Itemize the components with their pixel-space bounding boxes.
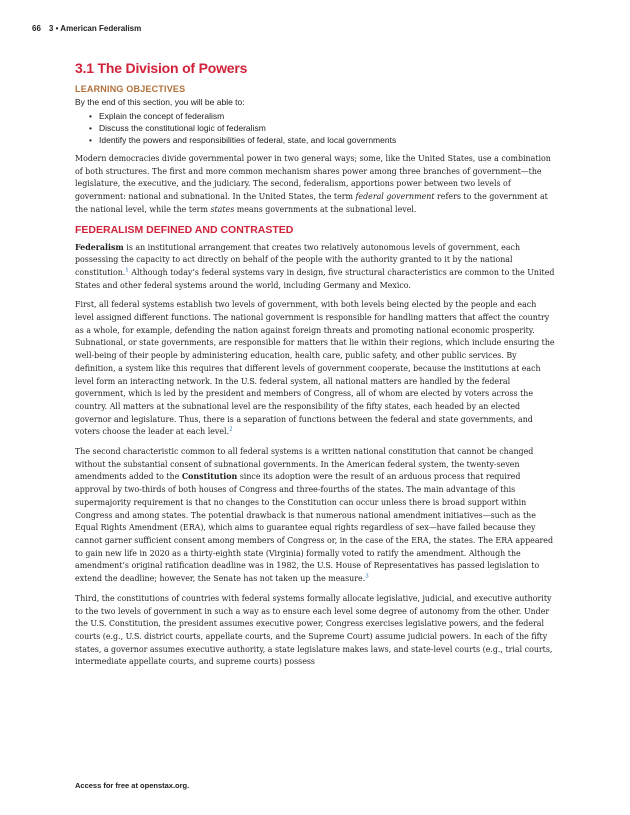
list-item: • Identify the powers and responsibilities of federal, state, and local governments [89,134,555,146]
footnote-link[interactable]: 3 [365,573,369,580]
learning-objectives-list [75,110,555,146]
list-item: • Explain the concept of federalism [89,110,555,122]
learning-objectives-heading: LEARNING OBJECTIVES [75,84,186,94]
text-run: means governments at the subnational level. [234,204,417,214]
text-run: The second characteristic common to all federal systems is a written national constitution that cannot be changed without the substantial consent of subnational governments. In the American federal system, the twenty-seven amendments added to the [75,447,534,482]
subsection-heading: FEDERALISM DEFINED AND CONTRASTED [75,223,294,236]
page-footer: Access for free at openstax.org. [75,781,190,790]
key-term[interactable]: Federalism [75,242,124,252]
intro-paragraph [75,153,555,217]
federalism-paragraph [75,242,555,293]
learning-objectives [75,84,555,146]
page-number: 66 [32,24,41,33]
list-item: • Discuss the constitutional logic of federalism [89,122,555,134]
text-run: refers to the government at the national level, while the term [75,192,548,214]
key-term[interactable]: Constitution [181,472,238,482]
running-header [32,24,141,33]
emphasis-term: states [210,204,235,214]
emphasis-term: federal government [355,192,435,202]
text-run: Although today’s federal systems vary in design, five structural characteristics are common to the United States and other federal systems around the world, including Germany and Mexico. [75,267,555,290]
text-run: is an institutional arrangement that creates two relatively autonomous levels of government, each possessing the capacity to act directly on behalf of the people with the authority granted to it by the national constitution. [75,242,521,277]
text-run: Third, the constitutions of countries with federal systems formally allocate legislative, judicial, and executive authority to the two levels of government in such a way as to ensure each level some degree of autonomy from the other. Under the U.S. Constitution, the president assumes executive power, Congress exercises legislative powers, and the federal courts (e.g., U.S. district courts, appellate courts, and the Supreme Court) assume judicial powers. In each of the fifty states, a governor assumes executive authority, a state legislature makes laws, and state-level courts (e.g., trial courts, intermediate appellate courts, and supreme courts) possess [75,593,553,667]
footnote-link[interactable]: 1 [125,267,129,274]
learning-objectives-intro: By the end of this section, you will be able to: [75,97,245,107]
section-title: 3.1 The Division of Powers [75,60,248,76]
chapter-title: 3 • American Federalism [48,24,142,33]
text-run: First, all federal systems establish two levels of government, with both levels being elected by the people and each level assigned different functions. The national government is responsible for handling matters that affect the country as a whole, for example, defending the nation against foreign threats and promoting national economic prosperity. Subnational, or state governments, are responsible for matters that lie within their regions, which include ensuring the well-being of their people by administering education, health care, public safety, and other public services. By definition, a system like this requires that different levels of government cooperate, because the institutions at each level form an interacting network. In the U.S. federal system, all national matters are handled by the federal government, which is led by the president and members of Congress, all of whom are elected by voters across the country. All matters at the subnational level are the responsibility of the fifty states, each headed by an elected governor and legislature. Thus, there is a separation of functions between the federal and state governments, and voters choose the leader at each level. [75,300,555,437]
text-run: Modern democracies divide governmental power in two general ways; some, like the United States, use a combination of both structures. The first and more common mechanism shares power among three branches of government—the legislature, the executive, and the judiciary. The second, federalism, apportions power between two levels of government: national and subnational. In the United States, the term [75,154,551,202]
footnote-link[interactable]: 2 [229,426,233,433]
text-run: since its adoption were the result of an arduous process that required approval by two-thirds of both houses of Congress and three-fourths of the states. The main advantage of this supermajority requirement is that no changes to the Constitution can occur unless there is broad support within Congress and among states. The potential drawback is that numerous national amendment initiatives—such as the Equal Rights Amendment (ERA), which aims to guarantee equal rights regardless of sex—have failed because they cannot garner sufficient consent among members of Congress or, in the case of the ERA, the states. The ERA appeared to gain new life in 2020 as a thirty-eighth state (Virginia) formally voted to ratify the amendment. Although the amendment’s original ratification deadline was in 1982, the U.S. House of Representatives has passed legislation to extend the deadline; however, the Senate has not taken up the measure. [75,472,554,584]
third-characteristic-paragraph [75,593,555,669]
second-characteristic-paragraph [75,446,555,586]
first-characteristic-paragraph [75,299,555,439]
main-content [75,60,555,676]
